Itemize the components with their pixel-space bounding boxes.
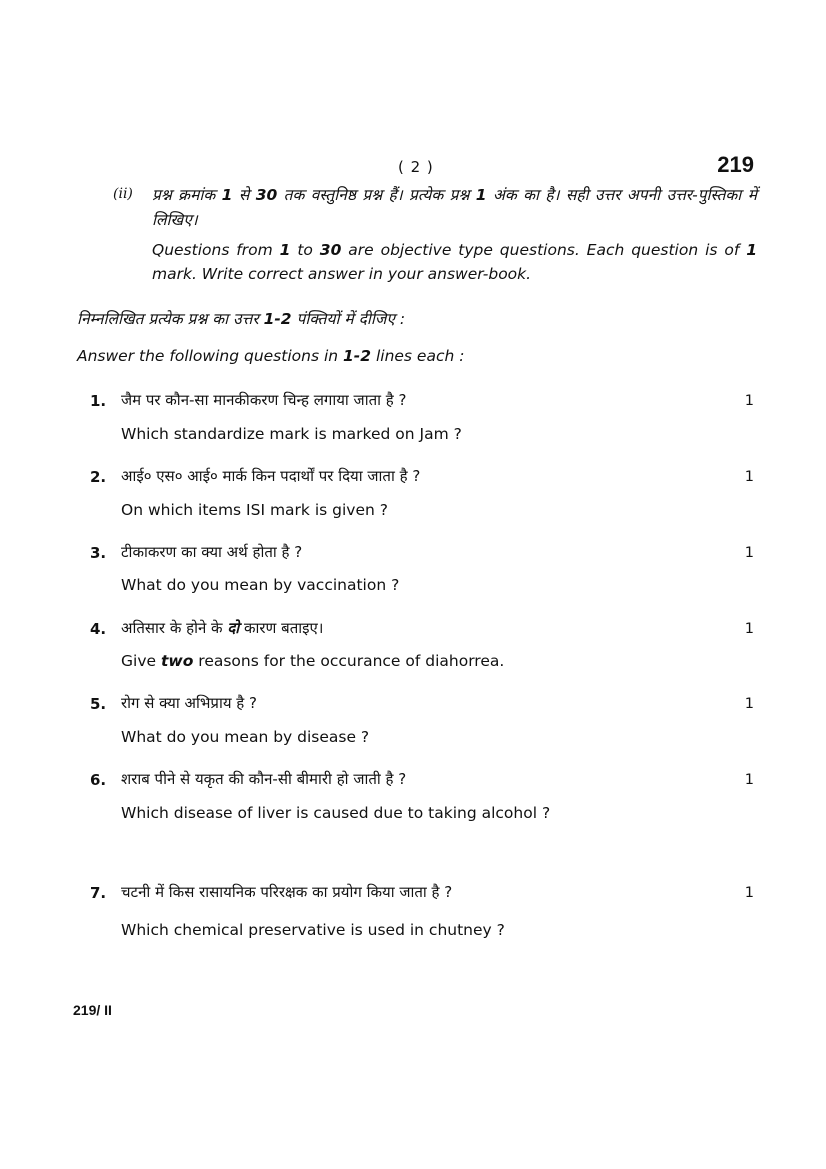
question-marks: 1 (744, 696, 754, 712)
question-marks: 1 (744, 772, 754, 788)
question-english: Which standardize mark is marked on Jam ? (121, 425, 462, 443)
question-marks: 1 (744, 393, 754, 409)
paper-code: 219 (717, 152, 754, 177)
question-english: On which items ISI mark is given ? (121, 501, 388, 519)
question-number: 2. (90, 468, 107, 486)
instruction-hindi: प्रश्न क्रमांक 1 से 30 तक वस्तुनिष्ठ प्रश्न हैं। प्रत्येक प्रश्न 1 अंक का है। सही उत्तर अपनी उत्तर-पुस्तिका में लिखिए। (152, 186, 757, 229)
question-number: 6. (90, 771, 107, 789)
section-instruction-hindi: निम्नलिखित प्रत्येक प्रश्न का उत्तर 1-2 पंक्तियों में दीजिए : (77, 310, 406, 328)
question-english: Which disease of liver is caused due to taking alcohol ? (121, 804, 551, 822)
question-hindi: शराब पीने से यकृत की कौन-सी बीमारी हो जाती है ? (121, 770, 407, 788)
question-hindi: आई० एस० आई० मार्क किन पदार्थों पर दिया जाता है ? (121, 467, 421, 485)
question-hindi: रोग से क्या अभिप्राय है ? (121, 694, 257, 712)
question-number: 1. (90, 392, 107, 410)
question-number: 5. (90, 695, 107, 713)
question-english: What do you mean by vaccination ? (121, 576, 400, 594)
question-marks: 1 (744, 469, 754, 485)
footer-code: 219/ II (73, 1002, 112, 1018)
question-number: 4. (90, 620, 107, 638)
question-hindi: टीकाकरण का क्या अर्थ होता है ? (121, 543, 303, 561)
question-english: What do you mean by disease ? (121, 728, 370, 746)
instruction-marker: (ii) (113, 186, 133, 202)
question-marks: 1 (744, 621, 754, 637)
question-english: Give two reasons for the occurance of diahorrea. (121, 652, 505, 670)
page-number: ( 2 ) (398, 158, 434, 176)
question-hindi: जैम पर कौन-सा मानकीकरण चिन्ह लगाया जाता है ? (121, 391, 407, 409)
question-number: 7. (90, 884, 107, 902)
question-hindi: चटनी में किस रासायनिक परिरक्षक का प्रयोग किया जाता है ? (121, 883, 453, 901)
question-hindi: अतिसार के होने के दो कारण बताइए। (121, 619, 324, 637)
question-english: Which chemical preservative is used in chutney ? (121, 921, 505, 939)
section-instruction-english: Answer the following questions in 1-2 lines each : (77, 347, 465, 365)
instruction-english: Questions from 1 to 30 are objective type questions. Each question is of 1 mark. Write correct answer in your answer-book. (152, 241, 758, 283)
question-marks: 1 (744, 545, 754, 561)
question-marks: 1 (744, 885, 754, 901)
question-number: 3. (90, 544, 107, 562)
